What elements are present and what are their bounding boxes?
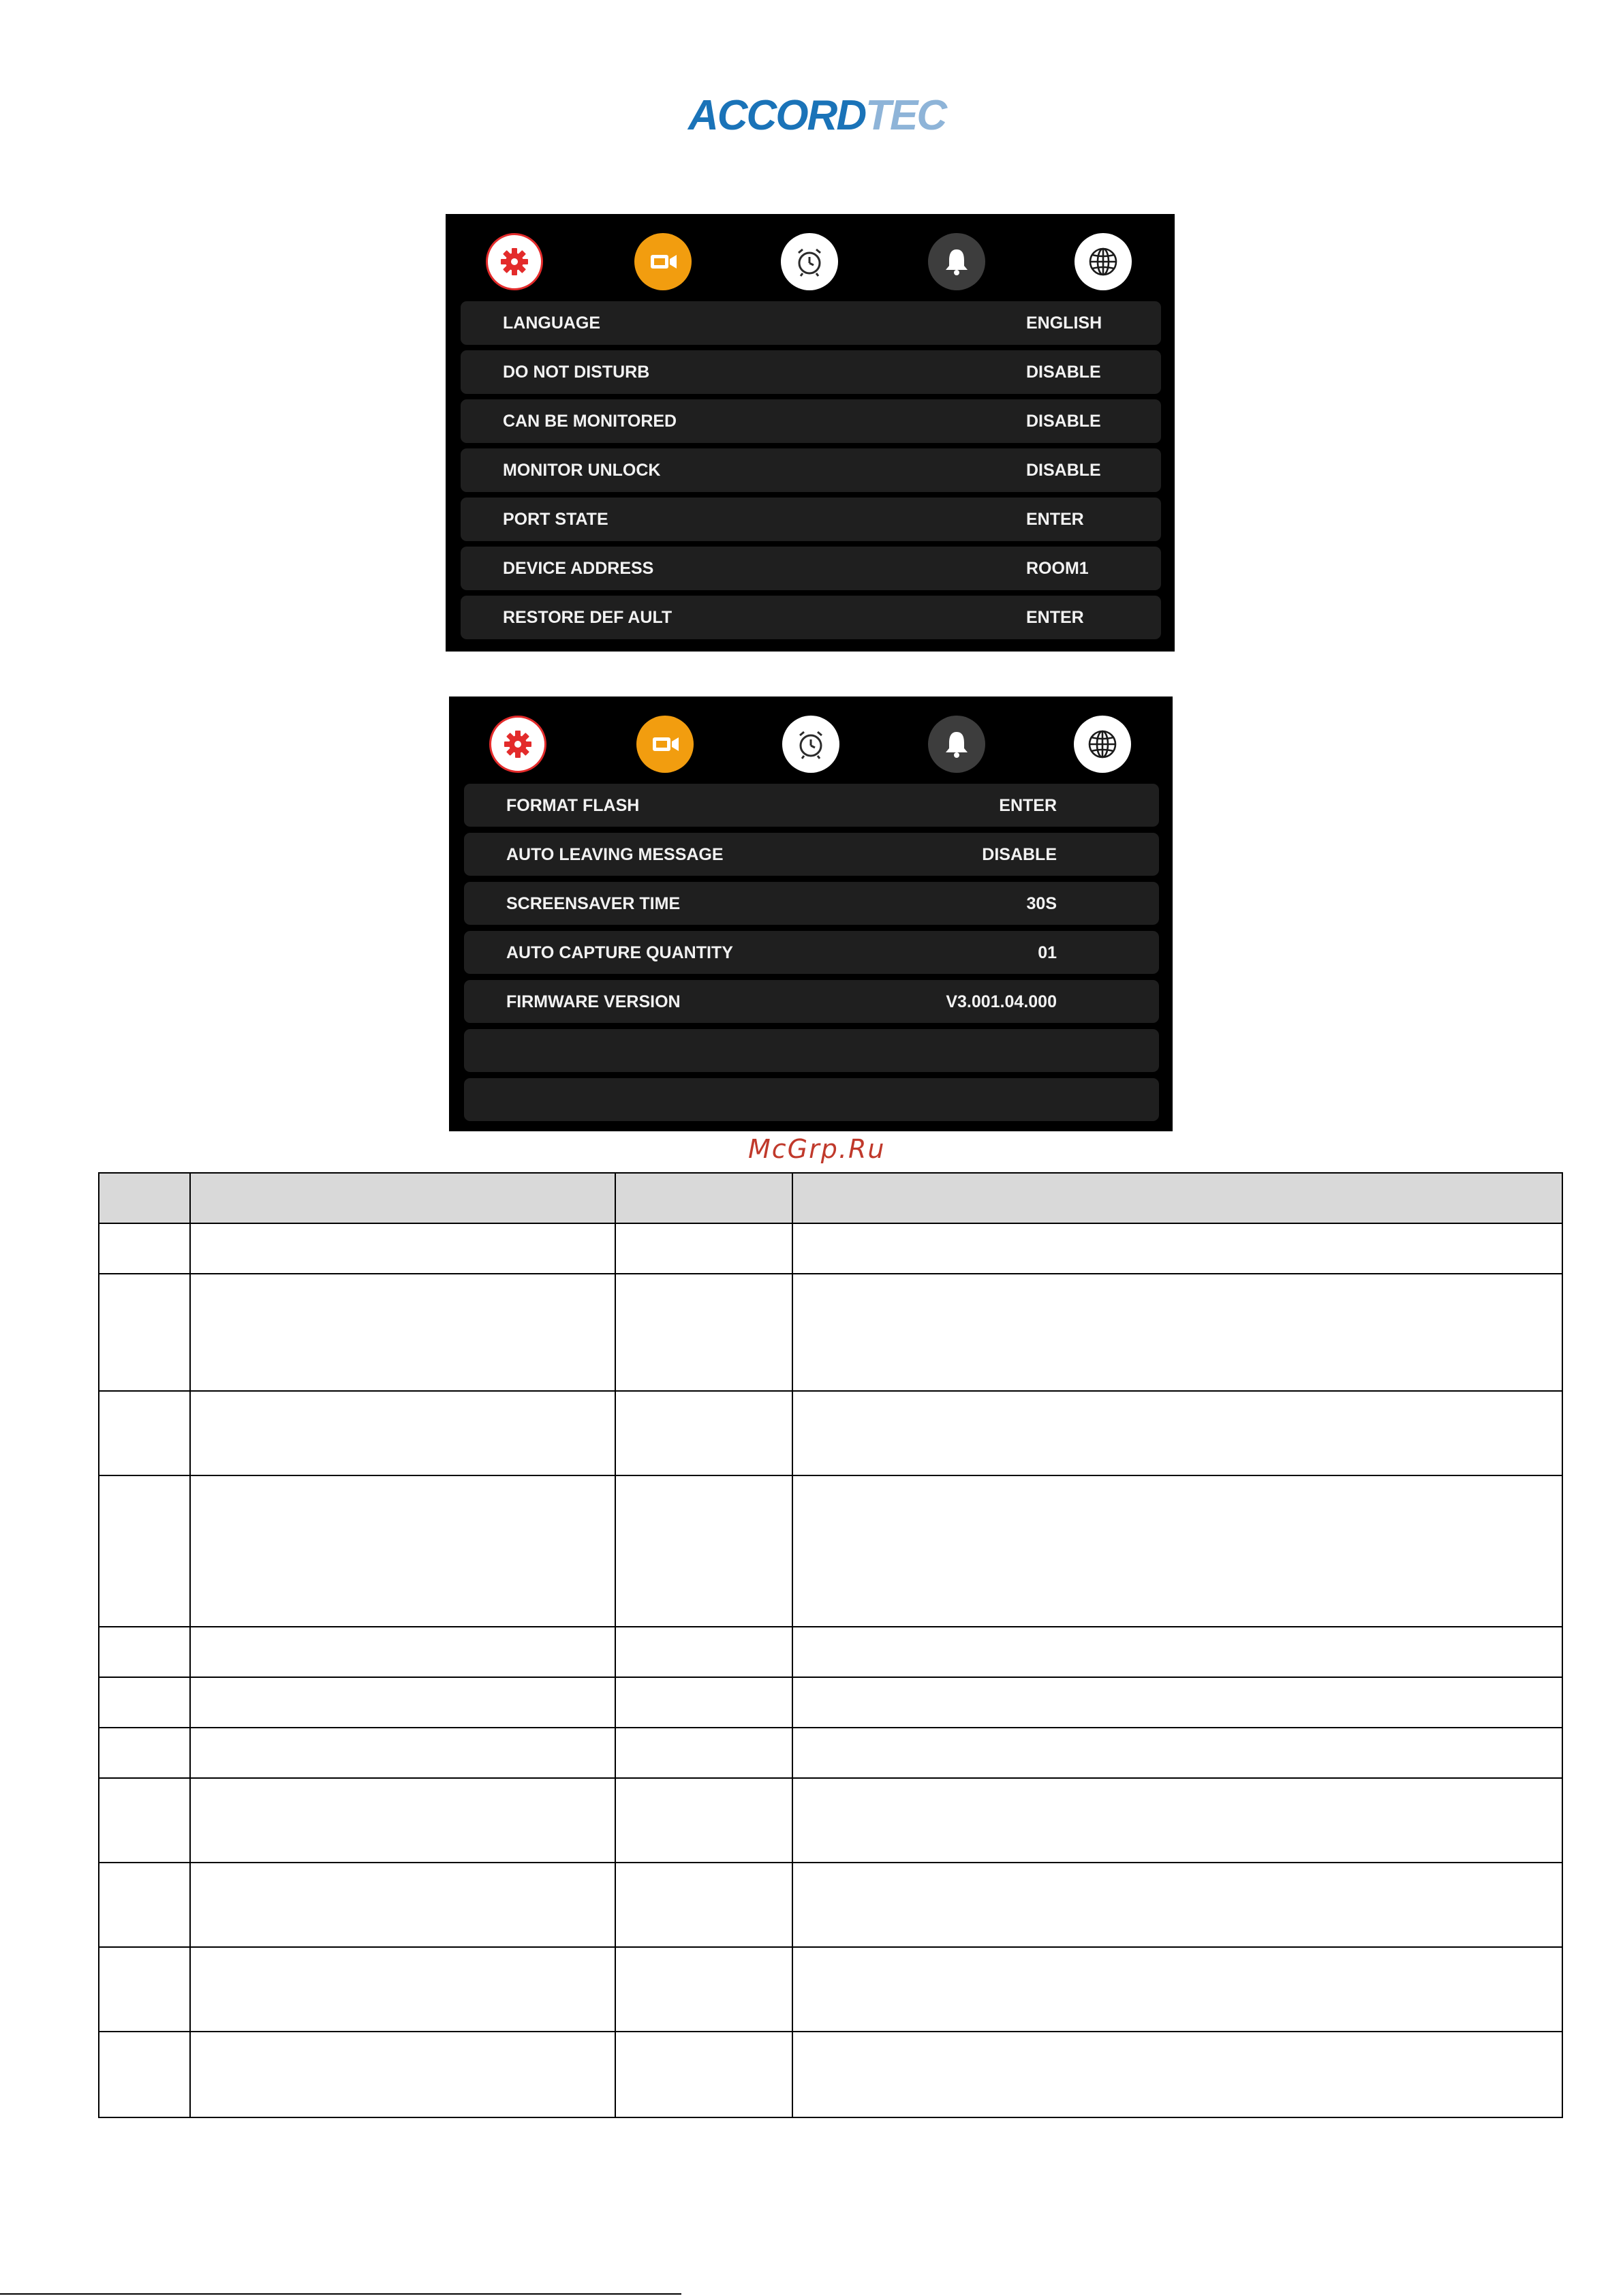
setting-label: RESTORE DEF AULT: [503, 608, 673, 627]
setting-label: FORMAT FLASH: [506, 796, 640, 815]
setting-row-monitor-unlock[interactable]: [461, 448, 1161, 492]
logo-part-1: ACCORD: [688, 92, 866, 139]
setting-label: LANGUAGE: [503, 313, 601, 333]
setting-value: DISABLE: [1026, 461, 1101, 480]
video-camera-icon[interactable]: [634, 233, 692, 290]
video-camera-icon[interactable]: [636, 716, 694, 773]
table-column-divider: [615, 1172, 616, 2118]
setting-value: DISABLE: [982, 845, 1057, 864]
settings-gear-icon[interactable]: [486, 233, 543, 290]
setting-row-auto-capture-quantity[interactable]: [464, 931, 1159, 974]
globe-icon[interactable]: [1075, 233, 1132, 290]
table-row-divider: [98, 1727, 1563, 1728]
watermark-text: McGrp.Ru: [748, 1134, 886, 1164]
table-row-divider: [98, 1172, 1563, 1174]
table-row-divider: [98, 1946, 1563, 1948]
alarm-clock-icon[interactable]: [781, 233, 838, 290]
setting-value: 30S: [1026, 894, 1057, 913]
table-column-divider: [189, 1172, 191, 2118]
alarm-clock-icon[interactable]: [782, 716, 839, 773]
settings-gear-icon[interactable]: [489, 716, 546, 773]
setting-label: AUTO LEAVING MESSAGE: [506, 845, 724, 864]
setting-row-empty: [464, 1078, 1159, 1121]
setting-row-firmware-version[interactable]: [464, 980, 1159, 1023]
settings-list: [461, 301, 1161, 645]
setting-label: FIRMWARE VERSION: [506, 992, 681, 1011]
setting-value: ROOM1: [1026, 559, 1089, 578]
logo-part-2: TEC: [865, 92, 946, 139]
menu-icon-bar: [446, 232, 1175, 293]
setting-value: ENGLISH: [1026, 313, 1102, 333]
bell-icon[interactable]: [928, 233, 985, 290]
setting-label: AUTO CAPTURE QUANTITY: [506, 943, 733, 962]
accordtec-logo: [688, 89, 946, 143]
setting-row-device-address[interactable]: [461, 547, 1161, 590]
setting-label: MONITOR UNLOCK: [503, 461, 661, 480]
table-row-divider: [98, 2117, 1563, 2118]
table-row-divider: [98, 1475, 1563, 1476]
setting-label: DEVICE ADDRESS: [503, 559, 654, 578]
table-row-divider: [98, 1223, 1563, 1224]
setting-row-do-not-disturb[interactable]: [461, 350, 1161, 394]
table-header-row: [98, 1172, 1563, 1223]
setting-row-language[interactable]: [461, 301, 1161, 345]
setting-row-screensaver-time[interactable]: [464, 882, 1159, 925]
globe-icon[interactable]: [1074, 716, 1131, 773]
bell-icon[interactable]: [928, 716, 985, 773]
setting-row-can-be-monitored[interactable]: [461, 399, 1161, 443]
menu-icon-bar: [449, 714, 1173, 776]
setting-label: DO NOT DISTURB: [503, 363, 650, 382]
setting-row-format-flash[interactable]: [464, 784, 1159, 827]
setting-row-auto-leaving-message[interactable]: [464, 833, 1159, 876]
table-row-divider: [98, 1626, 1563, 1627]
setting-label: SCREENSAVER TIME: [506, 894, 681, 913]
footer-rule: [0, 2293, 681, 2295]
table-row-divider: [98, 1390, 1563, 1392]
setting-value: ENTER: [999, 796, 1057, 815]
table-row-divider: [98, 1862, 1563, 1863]
table-row-divider: [98, 2031, 1563, 2032]
setting-value: DISABLE: [1026, 412, 1101, 431]
setting-value: ENTER: [1026, 608, 1084, 627]
setting-row-restore-default[interactable]: [461, 596, 1161, 639]
table-border: [98, 1172, 99, 2118]
setting-row-port-state[interactable]: [461, 498, 1161, 541]
table-column-divider: [792, 1172, 793, 2118]
table-row-divider: [98, 1273, 1563, 1274]
settings-panel-1: [446, 214, 1175, 652]
setting-value: V3.001.04.000: [946, 992, 1057, 1011]
table-row-divider: [98, 1677, 1563, 1678]
setting-label: PORT STATE: [503, 510, 608, 529]
settings-list: [464, 784, 1159, 1127]
table-border: [1562, 1172, 1563, 2118]
setting-value: ENTER: [1026, 510, 1084, 529]
setting-row-empty: [464, 1029, 1159, 1072]
setting-value: DISABLE: [1026, 363, 1101, 382]
settings-table: [98, 1172, 1563, 2118]
settings-panel-2: [449, 697, 1173, 1131]
setting-value: 01: [1038, 943, 1057, 962]
setting-label: CAN BE MONITORED: [503, 412, 677, 431]
table-row-divider: [98, 1777, 1563, 1779]
